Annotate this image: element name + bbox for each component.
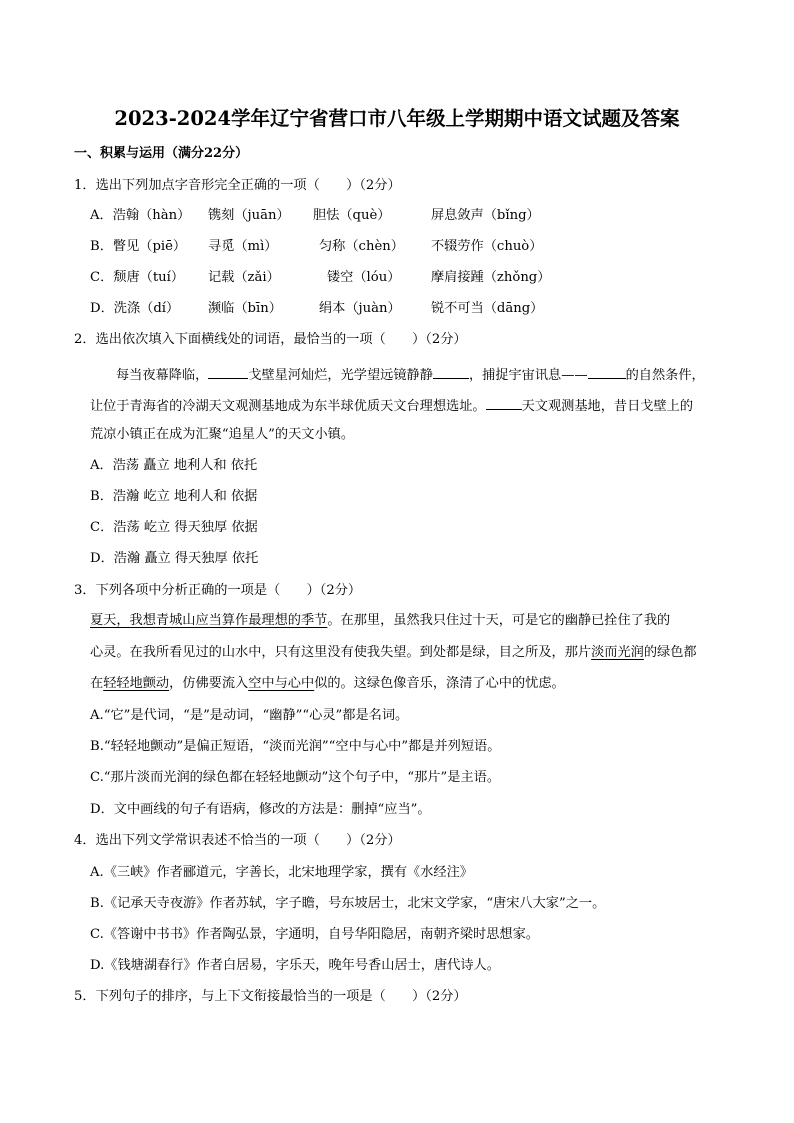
- question-1-stem: 1．选出下列加点字音形完全正确的一项（ ）（2分）: [74, 178, 401, 193]
- passage-text: 天文观测基地，昔日戈壁上的: [521, 399, 694, 414]
- question-2-option-a: A．浩荡 矗立 地利人和 依托: [90, 458, 258, 473]
- question-2-stem: 2．选出依次填入下面横线处的词语，最恰当的一项（ ）（2分）: [74, 332, 467, 347]
- page-title: 2023-2024学年辽宁省营口市八年级上学期期中语文试题及答案: [114, 107, 680, 130]
- question-4-option-c: C.《答谢中书书》作者陶弘景，字通明，自号华阳隐居，南朝齐梁时思想家。: [90, 927, 539, 942]
- question-5-stem: 5．下列句子的排序，与上下文衔接最恰当的一项是（ ）（2分）: [74, 989, 467, 1004]
- option-word: 镌刻（juān）: [208, 208, 290, 223]
- option-word: 濒临（bīn）: [208, 301, 282, 316]
- passage-text: ，仿佛要流入: [169, 676, 249, 691]
- fill-blank: [486, 395, 522, 410]
- question-3-option-c: C.“那片淡而光润的绿色都在轻轻地颤动”这个句子中，“那片”是主语。: [90, 770, 501, 785]
- option-word: 不辍劳作（chuò）: [431, 239, 543, 254]
- question-2-passage-line-3: 荒凉小镇正在成为汇聚“追星人”的天文小镇。: [90, 427, 355, 442]
- option-word: 匀称（chèn）: [319, 239, 404, 254]
- option-word: A．浩翰（hàn）: [90, 208, 191, 223]
- option-word: D．洗涤（dí）: [90, 301, 180, 316]
- option-word: 摩肩接踵（zhǒng）: [431, 270, 551, 285]
- underlined-sentence: 夏天，我想青城山应当算作最理想的季节: [90, 613, 328, 628]
- option-word: 记载（zǎi）: [208, 270, 280, 285]
- passage-text: 戈壁星河灿烂，光学望远镜静静: [248, 368, 433, 383]
- question-4-stem: 4．选出下列文学常识表述不恰当的一项（ ）（2分）: [74, 833, 401, 848]
- question-3-option-b: B.“轻轻地颤动”是偏正短语，“淡而光润”“空中与心中”都是并列短语。: [90, 739, 501, 754]
- passage-text: 每当夜幕降临，: [116, 368, 209, 383]
- passage-text: 的绿色都: [643, 645, 697, 660]
- passage-text: 的自然条件，: [625, 368, 705, 383]
- question-4-option-a: A.《三峡》作者郦道元，字善长，北宋地理学家，撰有《水经注》: [90, 865, 473, 880]
- option-word: 屏息敛声（bǐng）: [431, 208, 540, 223]
- question-2-option-b: B．浩瀚 屹立 地利人和 依据: [90, 489, 258, 504]
- question-4-option-d: D.《钱塘湖春行》作者白居易，字乐天，晚年号香山居士，唐代诗人。: [90, 958, 500, 973]
- question-2-option-c: C．浩荡 屹立 得天独厚 依据: [90, 520, 258, 535]
- passage-text: 似的。这绿色像音乐，涤清了心中的忧虑。: [314, 676, 565, 691]
- question-4-option-b: B.《记承天寺夜游》作者苏轼，字子瞻，号东坡居士，北宋文学家，“唐宋八大家”之一。: [90, 896, 606, 911]
- fill-blank: [208, 364, 248, 379]
- option-word: 锐不可当（dāng）: [431, 301, 544, 316]
- question-3-passage-line-1: [90, 612, 670, 630]
- passage-text: ，捕捉宇宙讯息——: [468, 368, 588, 383]
- question-2-passage-line-1: [116, 364, 705, 385]
- question-3-passage-line-3: [90, 675, 565, 693]
- question-3-option-d: D．文中画线的句子有语病，修改的方法是：删掉“应当”。: [90, 802, 431, 817]
- option-word: C．颓唐（tuí）: [90, 270, 185, 285]
- option-word: 绢本（juàn）: [319, 301, 401, 316]
- option-word: B．瞥见（piē）: [90, 239, 187, 254]
- option-word: 寻觅（mì）: [208, 239, 278, 254]
- option-word: 胆怯（què）: [313, 208, 391, 223]
- passage-text: 心灵。在我所看见过的山水中，只有这里没有使我失望。到处都是绿，目之所及，那片: [90, 645, 592, 660]
- passage-text: 让位于青海省的冷湖天文观测基地成为东半球优质天文台理想选址。: [90, 399, 486, 414]
- option-word: 镂空（lóu）: [327, 270, 401, 285]
- underlined-phrase: 空中与心中: [248, 676, 315, 691]
- fill-blank: [588, 364, 626, 379]
- passage-text: 。在那里，虽然我只住过十天，可是它的幽静已拴住了我的: [327, 613, 671, 628]
- passage-text: 在: [90, 676, 104, 691]
- question-2-passage-line-2: [90, 395, 693, 416]
- underlined-phrase: 轻轻地颤动: [103, 676, 170, 691]
- question-3-passage-line-2: [90, 644, 697, 662]
- question-3-option-a: A.“它”是代词，“是”是动词，“幽静”“心灵”都是名词。: [90, 708, 409, 723]
- question-2-option-d: D．浩瀚 矗立 得天独厚 依托: [90, 551, 259, 566]
- underlined-phrase: 淡而光润: [591, 645, 644, 660]
- section-heading: 一、积累与运用（满分22分）: [74, 146, 249, 161]
- question-3-stem: 3．下列各项中分析正确的一项是（ ）（2分）: [74, 583, 362, 598]
- fill-blank: [433, 364, 469, 379]
